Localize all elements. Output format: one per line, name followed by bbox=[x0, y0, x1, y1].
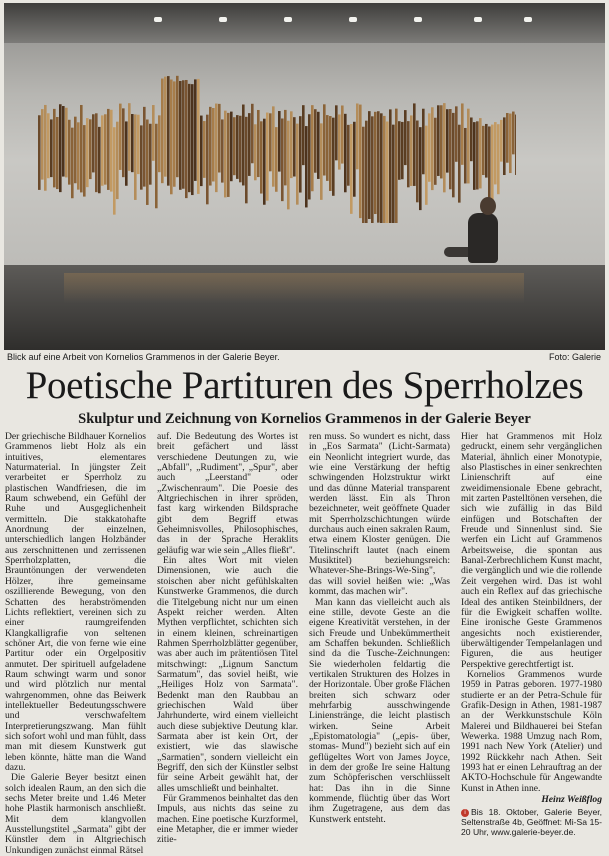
plywood-strip bbox=[92, 114, 95, 172]
plywood-strip bbox=[416, 121, 419, 203]
plywood-strip bbox=[467, 109, 470, 184]
plywood-strip bbox=[470, 117, 473, 161]
plywood-strip bbox=[440, 105, 443, 178]
plywood-strip bbox=[38, 115, 41, 190]
column-3 bbox=[309, 432, 450, 825]
plywood-strip bbox=[332, 118, 335, 196]
plywood-strip bbox=[410, 115, 413, 186]
plywood-strip bbox=[395, 109, 398, 223]
ceiling-spotlight bbox=[524, 17, 532, 22]
plywood-strip bbox=[95, 113, 98, 192]
plywood-strip bbox=[437, 105, 440, 176]
plywood-strip bbox=[401, 122, 404, 179]
plywood-strip bbox=[140, 125, 143, 189]
plywood-strip bbox=[185, 80, 188, 198]
plywood-strip bbox=[497, 124, 500, 194]
paragraph: Man kann das vielleicht auch als eine stille, devote Geste an die eigene Kreativität verstehen, in der sich Freude und Unbekümmertheit am Schaffen bekunden. Schließlich sind da die Tusche-Zeichnungen: Sie wiederholen feldartig die vertikalen Strukturen des Holzes in der Horizontale. Über große Flächen breiten sich schwarz oder mehrfarbig ausschwingende Linienstränge, die leicht plastisch wirken. Seine Arbeit „Epistomatologia" („epis- über, stomas- Mund") bezieht sich auf ein geflügeltes Wort von James Joyce, in dem der große Ire seine Haltung zum Schöpferischen verschlüsselt hat: Das ihn in die Sinne kommende, flüchtig über das Wort ihm Zugetragene, aus dem das Kunstwerk entsteht. bbox=[309, 596, 450, 825]
plywood-strip bbox=[101, 115, 104, 185]
plywood-strip bbox=[83, 125, 86, 196]
plywood-strip bbox=[344, 114, 347, 192]
plywood-strip bbox=[308, 114, 311, 199]
plywood-strip bbox=[485, 124, 488, 178]
plywood-strip bbox=[179, 81, 182, 190]
plywood-strip bbox=[191, 84, 194, 195]
plywood-strip bbox=[488, 126, 491, 204]
gallery-photo bbox=[4, 3, 605, 350]
ceiling-spotlight bbox=[474, 17, 482, 22]
plywood-strip bbox=[77, 122, 80, 189]
plywood-strip bbox=[413, 103, 416, 186]
plywood-strip bbox=[149, 124, 152, 185]
plywood-strip bbox=[263, 119, 266, 205]
plywood-strip bbox=[167, 76, 170, 186]
plywood-strip bbox=[422, 109, 425, 175]
paragraph: Kornelios Grammenos wurde 1959 in Patras geboren. 1977-1980 studierte er an der Petra-Schule für Grafik-Design in Athen, 1981-1987 an der Werkkunstschule Köln Malerei und Bildhauerei bei Stefan Wewerka. 1988 Umzug nach Rom, 1991 nach New York (Atelier) und 1992 Rückkehr nach Athen. Seit 1993 hat er einen Lehrauftrag an der AKTO-Hochschule für Angewandte Kunst in Athen inne. bbox=[461, 668, 602, 794]
plywood-strip bbox=[206, 115, 209, 205]
info-circle-icon: i bbox=[461, 809, 469, 817]
plywood-strip bbox=[353, 122, 356, 197]
ceiling-spotlight bbox=[349, 17, 357, 22]
plywood-strip bbox=[341, 105, 344, 163]
plywood-strip bbox=[41, 109, 44, 180]
plywood-strip bbox=[116, 122, 119, 199]
paragraph: auf. Die Bedeutung des Wortes ist breit gefächert und lässt verschiedene Deutungen zu, wie „Abfall", „Rudiment", „Spur", aber auch „Leerstand" oder „Zwischenraum". Die Poesie des Altgriechischen in ihrer spröden, fast karg wirkenden Bildsprache gibt dem Begriff etwas Geheimnisvolles, Philosophisches, das in der Sprache Heraklits geläufig war wie sein „Alles fließt". bbox=[157, 431, 298, 556]
plywood-strip bbox=[158, 115, 161, 172]
plywood-strip bbox=[317, 112, 320, 179]
gallery-ceiling bbox=[4, 3, 605, 43]
column-4 bbox=[461, 432, 602, 837]
plywood-strip bbox=[155, 124, 158, 209]
plywood-strip bbox=[209, 107, 212, 186]
plywood-strip bbox=[164, 77, 167, 177]
plywood-strip bbox=[200, 116, 203, 187]
plywood-strip bbox=[323, 104, 326, 175]
plywood-strip bbox=[71, 128, 74, 199]
plywood-strip bbox=[446, 109, 449, 172]
plywood-strip bbox=[224, 111, 227, 198]
article-body bbox=[5, 431, 604, 856]
plywood-strip bbox=[239, 116, 242, 183]
plywood-strip bbox=[377, 111, 380, 222]
plywood-strip bbox=[455, 106, 458, 161]
article-headline: Poetische Partituren des Sperrholzes bbox=[25, 364, 584, 407]
plywood-strip bbox=[365, 121, 368, 223]
plywood-strip bbox=[383, 116, 386, 223]
plywood-strip bbox=[152, 105, 155, 161]
ceiling-spotlight bbox=[219, 17, 227, 22]
plywood-strip bbox=[194, 79, 197, 181]
ceiling-spotlight bbox=[154, 17, 162, 22]
plywood-strip bbox=[509, 114, 512, 174]
plywood-strip bbox=[68, 120, 71, 185]
plywood-strip bbox=[314, 109, 317, 173]
seated-visitor bbox=[444, 195, 504, 265]
plywood-strip bbox=[320, 123, 323, 199]
plywood-strip bbox=[113, 127, 116, 214]
plywood-strip bbox=[374, 112, 377, 214]
plywood-strip bbox=[329, 116, 332, 191]
plywood-strip bbox=[278, 111, 281, 172]
plywood-strip bbox=[119, 104, 122, 170]
plywood-strip bbox=[359, 105, 362, 219]
plywood-strip bbox=[479, 118, 482, 188]
plywood-strip bbox=[98, 127, 101, 193]
plywood-strip bbox=[215, 104, 218, 193]
plywood-strip bbox=[335, 105, 338, 160]
plywood-strip bbox=[380, 113, 383, 223]
plywood-strip bbox=[188, 84, 191, 192]
photo-caption: Blick auf eine Arbeit von Kornelios Grammenos in der Galerie Beyer. bbox=[7, 352, 280, 362]
plywood-strip bbox=[110, 110, 113, 192]
plywood-strip bbox=[173, 81, 176, 186]
paragraph: Für Grammenos beinhaltet das den Impuls, aus nichts das seine zu machen. Eine poetische Kurzformel, eine Metapher, die er immer wieder zitie- bbox=[157, 793, 298, 846]
photo-credit: Foto: Galerie bbox=[548, 352, 601, 362]
plywood-strip bbox=[386, 121, 389, 223]
plywood-strip bbox=[428, 113, 431, 181]
plywood-strip bbox=[293, 117, 296, 176]
plywood-strip bbox=[515, 115, 516, 175]
plywood-strip bbox=[137, 115, 140, 174]
plywood-strip bbox=[131, 114, 134, 172]
plywood-strip bbox=[290, 111, 293, 178]
plywood-strip bbox=[392, 125, 395, 223]
plywood-strip bbox=[476, 121, 479, 189]
plywood-strip bbox=[284, 110, 287, 185]
plywood-strip bbox=[59, 104, 62, 192]
plywood-strip bbox=[104, 114, 107, 184]
plywood-strip bbox=[86, 118, 89, 187]
plywood-strip bbox=[419, 127, 422, 210]
plywood-strip bbox=[260, 121, 263, 193]
plywood-strip bbox=[146, 120, 149, 205]
paragraph: ren muss. So wundert es nicht, dass in „Eos Sarmata" (Licht-Sarmata) ein Neonlicht integriert wurde, das wie eine Verstärkung der heftig schwingenden Holzstruktur wirkt und das dünne Material transparent werden lässt. Ein als Thron bezeichneter, weit geöffnete Quader mit Sperrholzschichtungen würde durchaus auch einen sakralen Raum, etwa einem Kloster genügen. Die Titelinschrift lautet (nach einem Musiktitel) beziehungsreich: Whatever-She-Brings-We-Sing", das will soviel heißen wie: „Was kommt, das machen wir". bbox=[309, 431, 450, 598]
plywood-strip bbox=[203, 121, 206, 178]
plywood-strip bbox=[221, 119, 224, 182]
plywood-strip bbox=[389, 109, 392, 223]
ceiling-spotlight bbox=[414, 17, 422, 22]
plywood-strip bbox=[443, 103, 446, 192]
plywood-strip bbox=[482, 126, 485, 175]
plywood-strip bbox=[266, 113, 269, 201]
plywood-strip bbox=[182, 80, 185, 188]
plywood-strip bbox=[236, 115, 239, 179]
plywood-strip bbox=[371, 116, 374, 223]
exhibition-info bbox=[461, 808, 602, 837]
plywood-strip bbox=[170, 80, 173, 195]
plywood-strip bbox=[494, 122, 497, 184]
plywood-strip bbox=[326, 115, 329, 181]
plywood-strip bbox=[212, 108, 215, 181]
plywood-strip bbox=[257, 110, 260, 177]
plywood-strip bbox=[302, 105, 305, 165]
column-1 bbox=[5, 432, 146, 856]
plywood-strip bbox=[491, 125, 494, 204]
plywood-strip bbox=[362, 127, 365, 223]
plywood-strip bbox=[452, 113, 455, 197]
plywood-strip bbox=[251, 104, 254, 163]
plywood-strip bbox=[254, 124, 257, 180]
author-byline: Heinz Weißflog bbox=[541, 794, 602, 806]
column-2 bbox=[157, 432, 298, 846]
plywood-strip bbox=[125, 121, 128, 185]
plywood-strip bbox=[128, 103, 131, 171]
plywood-strip bbox=[272, 106, 275, 186]
plywood-strip bbox=[230, 112, 233, 182]
plywood-strip bbox=[434, 118, 437, 185]
plywood-strip bbox=[275, 127, 278, 192]
plywood-strip bbox=[431, 107, 434, 190]
plywood-strip bbox=[269, 113, 272, 171]
plywood-strip bbox=[407, 121, 410, 187]
plywood-strip bbox=[80, 105, 83, 192]
plywood-strip bbox=[53, 109, 56, 188]
article-subheadline: Skulptur und Zeichnung von Kornelios Grammenos in der Galerie Beyer bbox=[78, 411, 531, 427]
plywood-strip bbox=[50, 119, 53, 177]
plywood-strip bbox=[458, 125, 461, 203]
plywood-strip bbox=[305, 126, 308, 207]
plywood-strip bbox=[44, 105, 47, 191]
plywood-strip bbox=[506, 113, 509, 163]
plywood-strip bbox=[134, 114, 137, 200]
plywood-strip bbox=[281, 118, 284, 201]
plywood-strip bbox=[473, 122, 476, 190]
paragraph: Ein altes Wort mit vielen Dimensionen, wie auch die stoischen aber nicht gefühlskalten Kunstwerke Grammenos, die durch die Titelgebung nicht nur um einen Aspekt reicher werden. Alten Mythen verpflichtet, schichten sich in einem kleinen, schreinartigen Rahmen Sperrholzblätter gegenüber, was aber auch im prätentiösen Titel mitschwingt: „Lignum Sanctum Sarmatum", das soviel heißt, wie „Heiliges Holz von Sarmata". Bedenkt man den Raubbau an griechischen Wald über Jahrhunderte, wird einem vielleicht auch diese subjektive Deutung klar. Sarmata aber ist kein Ort, der existiert, wie das slawische „Sarmatien", sondern vielleicht ein Begriff, den sich der Künstler selbst für seine Arbeit gewählt hat, der alles umschließt und beinhaltet. bbox=[157, 555, 298, 794]
plywood-strip bbox=[227, 113, 230, 197]
plywood-strip bbox=[398, 121, 401, 180]
plywood-strip bbox=[311, 105, 314, 191]
plywood-strip bbox=[296, 124, 299, 205]
plywood-strip bbox=[56, 117, 59, 189]
paragraph: Der griechische Bildhauer Kornelios Grammenos liebt Holz als ein intuitives, elementares Naturmaterial. In jüngster Zeit verarbeitet er Sperrholz zu plastischen Wandfriesen, die im Raum schwebend, ein Gefühl der Ruhe und Ausgeglichenheit vermitteln. Die stakkatohafte Anordnung der einzelnen, unterschiedlich langen Holzbänder aus zerschnittenen und zerrissenen Sperrholzplatten, die Brauntönungen der verwendeten Hölzer, ihre gemeinsame oszillierende Bewegung, von den Schatten des herabströmenden Lichts reflektiert, vereinen sich zu einer raumgreifenden Klangkalligrafie von seltenen schöner Art, die von ferne wie eine Partitur oder ein Orgelpositiv anmutet. Der spirituell aufgeladene Raum schwingt warm und sonor und wird plötzlich nur mental wahrgenommen, ohne das Beiwerk intellektueller Bedeutungsschwere und verschwafeltem Interpretierungszwang. Man fühlt sich sofort wohl und man fühlt, dass man mit diesem Kunstwerk gut leben könnte, hätte man die Wand dazu. bbox=[5, 431, 146, 773]
paragraph: Die Galerie Beyer besitzt einen solch idealen Raum, an den sich die sechs Meter breite und 1.46 Meter hohe Plastik harmonisch anschließt. Mit dem klangvollen Ausstellungstitel „Sarmata" gibt der Künstler dem in Altgriechisch Unkundigen zunächst einmal Rätsel bbox=[5, 772, 146, 856]
plywood-strip bbox=[47, 113, 50, 178]
plywood-strip bbox=[161, 79, 164, 184]
plywood-strip bbox=[464, 128, 467, 183]
plywood-strip bbox=[89, 119, 92, 179]
plywood-strip bbox=[350, 124, 353, 214]
plywood-strip bbox=[233, 117, 236, 175]
plywood-strip bbox=[176, 76, 179, 177]
plywood-strip bbox=[449, 109, 452, 189]
plywood-strip bbox=[248, 113, 251, 176]
floor-reflection bbox=[64, 273, 524, 303]
plywood-strip bbox=[368, 111, 371, 219]
plywood-strip bbox=[242, 105, 245, 186]
plywood-strip bbox=[299, 116, 302, 192]
plywood-strip bbox=[347, 125, 350, 186]
plywood-strip bbox=[287, 121, 290, 210]
plywood-strip bbox=[404, 110, 407, 165]
exhibition-info-text: Bis 18. Oktober, Galerie Beyer, Seltenstraße 4b, Geöffnet: Mi-Sa 15-20 Uhr, www.galerie-beyer.de. bbox=[461, 807, 602, 837]
ceiling-spotlight bbox=[284, 17, 292, 22]
plywood-strip bbox=[143, 107, 146, 187]
plywood-strip bbox=[197, 79, 200, 194]
plywood-strip bbox=[245, 117, 248, 204]
plywood-strip bbox=[218, 104, 221, 173]
plywood-strip bbox=[425, 126, 428, 205]
plywood-strip bbox=[74, 117, 77, 184]
plywood-strip bbox=[461, 103, 464, 164]
plywood-strip bbox=[122, 108, 125, 177]
plywood-strip bbox=[338, 114, 341, 169]
plywood-strip bbox=[356, 103, 359, 169]
plywood-strip bbox=[503, 117, 506, 175]
plywood-strip bbox=[500, 120, 503, 162]
plywood-strip bbox=[107, 109, 110, 190]
paragraph: Hier hat Grammenos mit Holz gedruckt, einem sehr vergänglichen Material, ähnlich einer Monotypie, also Plastisches in einer senkrechten Linienschrift auf eine zweidimensionale Ebene gebracht, mit zarten Pastelltönen versehen, die sich wie zufällig in das Bild einfügen und Botschaften der Freude und Sinnenlust sind. Sie werfen ein Licht auf Grammenos Arbeitsweise, die spontan aus Banal-Zerbrechlichem Kunst macht, die vergänglich und wie die rollende Zeit vergehen wird. Das ist wohl auch ein Reflex auf das griechische Ideal des antiken Steinbildners, der für die Ewigkeit schaffen wollte. Eine ironische Geste Grammenos angesichts noch existierender, überwältigender Tempelanlagen und Figuren, die aus heutiger Perspektive gerechtfertigt ist. bbox=[461, 431, 602, 670]
plywood-strip bbox=[512, 112, 515, 155]
plywood-strip bbox=[62, 106, 65, 177]
plywood-strip bbox=[65, 108, 68, 178]
